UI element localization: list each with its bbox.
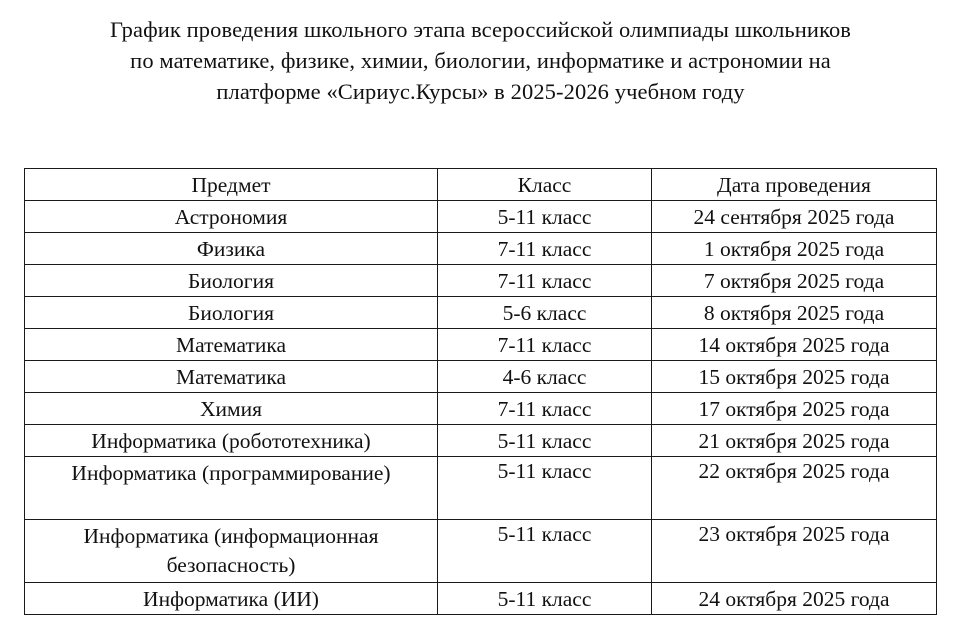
table-row <box>25 329 937 361</box>
date-cell: 14 октября 2025 года <box>652 329 937 361</box>
subject-cell: Химия <box>25 393 438 425</box>
table-row <box>25 520 937 583</box>
grade-cell: 7-11 класс <box>438 329 652 361</box>
date-cell: 24 сентября 2025 года <box>652 201 937 233</box>
date-cell: 8 октября 2025 года <box>652 297 937 329</box>
date-cell: 21 октября 2025 года <box>652 425 937 457</box>
title-line: График проведения школьного этапа всероссийской олимпиады школьников <box>109 17 852 42</box>
subject-cell: Информатика (информационная безопасность) <box>25 520 438 583</box>
grade-cell: 5-6 класс <box>438 297 652 329</box>
table-row <box>25 425 937 457</box>
subject-cell: Физика <box>25 233 438 265</box>
table-row <box>25 457 937 520</box>
date-cell: 17 октября 2025 года <box>652 393 937 425</box>
grade-cell: 5-11 класс <box>438 201 652 233</box>
table-row <box>25 265 937 297</box>
grade-cell: 5-11 класс <box>438 520 652 583</box>
table-row <box>25 201 937 233</box>
title-line: по математике, физике, химии, биологии, информатике и астрономии на <box>130 48 831 73</box>
date-cell: 23 октября 2025 года <box>652 520 937 583</box>
grade-cell: 7-11 класс <box>438 233 652 265</box>
header-grade: Класс <box>438 169 652 201</box>
date-cell: 24 октября 2025 года <box>652 583 937 615</box>
subject-cell: Биология <box>25 265 438 297</box>
table-row <box>25 233 937 265</box>
date-cell: 7 октября 2025 года <box>652 265 937 297</box>
table-row <box>25 361 937 393</box>
table-row <box>25 393 937 425</box>
grade-cell: 7-11 класс <box>438 393 652 425</box>
subject-cell: Информатика (ИИ) <box>25 583 438 615</box>
subject-cell: Биология <box>25 297 438 329</box>
table-row <box>25 583 937 615</box>
date-cell: 15 октября 2025 года <box>652 361 937 393</box>
subject-cell: Информатика (робототехника) <box>25 425 438 457</box>
grade-cell: 5-11 класс <box>438 457 652 520</box>
header-date: Дата проведения <box>652 169 937 201</box>
table-row <box>25 297 937 329</box>
header-subject: Предмет <box>25 169 438 201</box>
grade-cell: 4-6 класс <box>438 361 652 393</box>
subject-cell: Астрономия <box>25 201 438 233</box>
date-cell: 22 октября 2025 года <box>652 457 937 520</box>
schedule-table <box>24 168 937 615</box>
grade-cell: 7-11 класс <box>438 265 652 297</box>
grade-cell: 5-11 класс <box>438 425 652 457</box>
subject-cell: Математика <box>25 329 438 361</box>
grade-cell: 5-11 класс <box>438 583 652 615</box>
table-header-row <box>25 169 937 201</box>
subject-cell: Математика <box>25 361 438 393</box>
document-title <box>0 14 961 107</box>
subject-cell: Информатика (программирование) <box>25 457 438 520</box>
title-line: платформе «Сириус.Курсы» в 2025-2026 учебном году <box>216 79 745 104</box>
date-cell: 1 октября 2025 года <box>652 233 937 265</box>
